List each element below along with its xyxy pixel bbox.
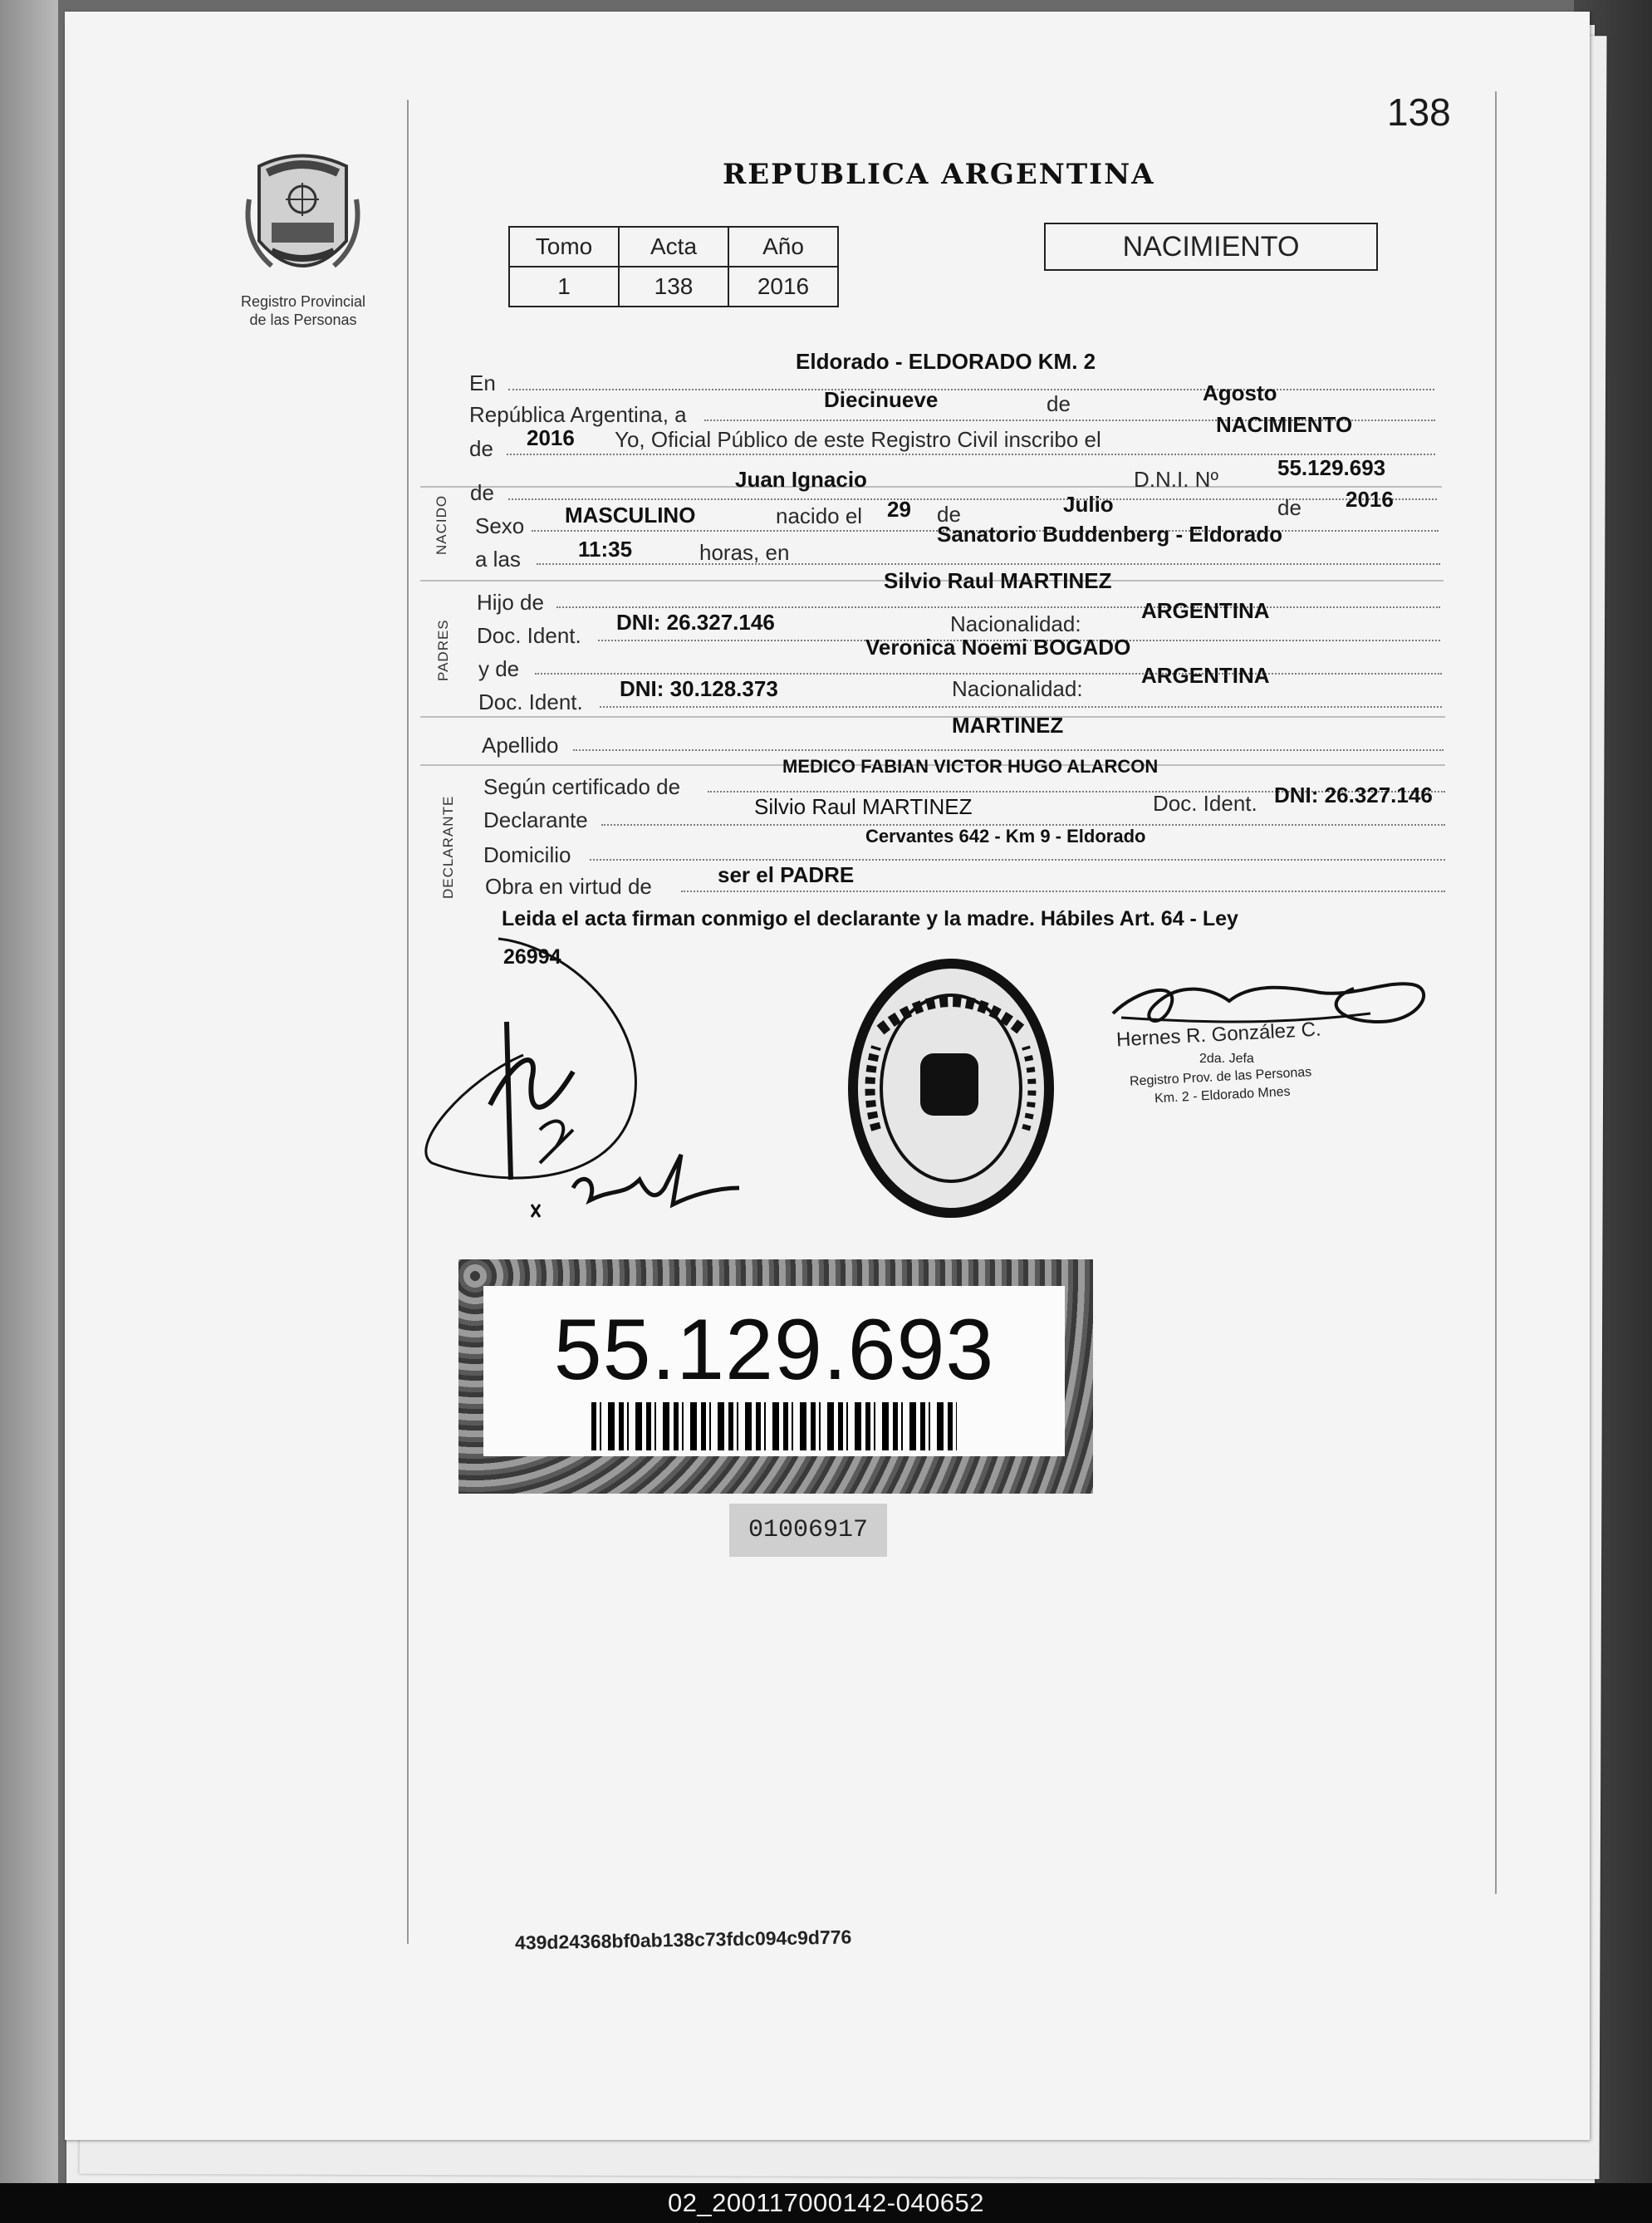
nacido-section-label: NACIDO bbox=[434, 494, 449, 555]
padres-section-label: PADRES bbox=[435, 619, 451, 681]
closing-text-line2: 26994 bbox=[503, 945, 561, 969]
apellido-label: Apellido bbox=[482, 733, 559, 758]
sticker-serial: 01006917 bbox=[729, 1504, 887, 1557]
document-page bbox=[65, 12, 1590, 2140]
official-office: Registro Prov. de las Personas bbox=[1129, 1065, 1312, 1089]
declarante-doc: DNI: 26.327.146 bbox=[1274, 783, 1433, 807]
year-value: 2016 bbox=[527, 425, 575, 450]
dni-label: D.N.I. Nº bbox=[1134, 467, 1218, 492]
dots-line-10 bbox=[600, 706, 1442, 708]
closing-text-line1: Leida el acta firman conmigo el declarante y la madre. Hábiles Art. 64 - Ley bbox=[502, 907, 1238, 930]
birth-place: Sanatorio Buddenberg - Eldorado bbox=[937, 522, 1283, 547]
register-header-tomo: Tomo bbox=[509, 227, 619, 267]
yde-label: y de bbox=[478, 656, 520, 681]
register-value-ano: 2016 bbox=[728, 267, 838, 307]
father-doc: DNI: 26.327.146 bbox=[616, 610, 775, 635]
nacido-top-rule bbox=[420, 486, 1442, 488]
birth-de-label-2: de bbox=[1277, 495, 1302, 520]
register-header-acta: Acta bbox=[619, 227, 728, 267]
declarante-doc-label: Doc. Ident. bbox=[1153, 791, 1257, 816]
day-value: Diecinueve bbox=[824, 387, 939, 412]
child-dni: 55.129.693 bbox=[1277, 455, 1386, 480]
margin-line-left bbox=[407, 100, 409, 1944]
domicilio-label: Domicilio bbox=[483, 842, 571, 867]
mother-name: Veronica Noemi BOGADO bbox=[865, 635, 1131, 660]
father-nationality: ARGENTINA bbox=[1141, 598, 1270, 623]
hijo-label: Hijo de bbox=[477, 590, 544, 615]
declarante-value: Silvio Raul MARTINEZ bbox=[754, 794, 973, 819]
oficial-text: Yo, Oficial Público de este Registro Civil inscribo el bbox=[615, 427, 1101, 452]
dni-sticker-label bbox=[483, 1286, 1065, 1456]
background-left bbox=[0, 0, 58, 2185]
official-name: Hernes R. González C. bbox=[1115, 1018, 1322, 1052]
country-title: REPUBLICA ARGENTINA bbox=[723, 158, 1155, 191]
logo-caption-line2: de las Personas bbox=[249, 312, 357, 328]
act-type-box: NACIMIENTO bbox=[1044, 223, 1378, 271]
father-name: Silvio Raul MARTINEZ bbox=[884, 568, 1112, 593]
birth-year: 2016 bbox=[1346, 487, 1394, 512]
document-hash: 439d24368bf0ab138c73fdc094c9d776 bbox=[514, 1926, 852, 1954]
dots-line-15 bbox=[681, 891, 1445, 892]
padres-bottom-rule bbox=[420, 716, 1445, 718]
horas-label: horas, en bbox=[699, 540, 790, 565]
declarant-signature bbox=[415, 914, 748, 1246]
sexo-value: MASCULINO bbox=[565, 503, 696, 528]
obra-label: Obra en virtud de bbox=[485, 874, 652, 899]
dots-line-1 bbox=[508, 389, 1434, 390]
official-role: 2da. Jefa bbox=[1199, 1052, 1254, 1066]
mother-nationality: ARGENTINA bbox=[1141, 663, 1270, 688]
de-label-1: de bbox=[1047, 391, 1071, 416]
segun-label: Según certificado de bbox=[483, 774, 681, 799]
father-nat-label: Nacionalidad: bbox=[950, 611, 1081, 636]
logo-caption bbox=[224, 292, 382, 329]
en-label: En bbox=[469, 370, 496, 395]
birth-time: 11:35 bbox=[578, 537, 633, 562]
official-seal-stamp bbox=[847, 955, 1055, 1221]
place-value: Eldorado - ELDORADO KM. 2 bbox=[796, 349, 1096, 374]
sexo-label: Sexo bbox=[475, 513, 525, 538]
birth-de-label-1: de bbox=[937, 502, 961, 527]
register-value-tomo: 1 bbox=[509, 267, 619, 307]
apellido-value: MARTINEZ bbox=[952, 713, 1064, 738]
birth-day: 29 bbox=[887, 497, 911, 522]
domicilio-value: Cervantes 642 - Km 9 - Eldorado bbox=[865, 826, 1146, 847]
margin-line-right bbox=[1495, 91, 1497, 1894]
register-value-acta: 138 bbox=[619, 267, 728, 307]
nacido-de-label: de bbox=[470, 480, 494, 505]
republica-label: República Argentina, a bbox=[469, 402, 687, 427]
official-location: Km. 2 - Eldorado Mnes bbox=[1154, 1084, 1291, 1107]
register-table bbox=[508, 226, 839, 307]
dots-line-11 bbox=[573, 749, 1444, 751]
father-doc-label: Doc. Ident. bbox=[477, 623, 581, 648]
file-caption: 02_200117000142-040652 bbox=[0, 2183, 1652, 2223]
alas-label: a las bbox=[475, 547, 521, 572]
dots-line-7 bbox=[556, 606, 1440, 608]
province-seal-logo bbox=[243, 150, 363, 287]
month-value: Agosto bbox=[1203, 380, 1277, 405]
declarante-section-label: DECLARANTE bbox=[440, 795, 456, 899]
nacido-el-label: nacido el bbox=[776, 503, 863, 528]
act-value: NACIMIENTO bbox=[1216, 412, 1353, 437]
child-name: Juan Ignacio bbox=[735, 467, 867, 492]
declarante-label: Declarante bbox=[483, 807, 588, 832]
mother-doc: DNI: 30.128.373 bbox=[620, 676, 778, 701]
de-label-2: de bbox=[469, 436, 493, 461]
dots-line-9 bbox=[535, 673, 1442, 675]
page-number: 138 bbox=[1387, 91, 1451, 134]
dni-sticker-number: 55.129.693 bbox=[553, 1302, 995, 1398]
certificado-value: MEDICO FABIAN VICTOR HUGO ALARCON bbox=[782, 756, 1159, 777]
barcode bbox=[591, 1402, 957, 1450]
mother-nat-label: Nacionalidad: bbox=[952, 676, 1083, 701]
birth-month: Julio bbox=[1063, 492, 1114, 517]
dots-line-6 bbox=[537, 563, 1440, 565]
dni-sticker bbox=[458, 1259, 1093, 1494]
register-header-ano: Año bbox=[728, 227, 838, 267]
logo-caption-line1: Registro Provincial bbox=[240, 293, 366, 310]
dots-line-14 bbox=[590, 859, 1445, 861]
mother-doc-label: Doc. Ident. bbox=[478, 689, 583, 714]
obra-value: ser el PADRE bbox=[718, 862, 855, 887]
